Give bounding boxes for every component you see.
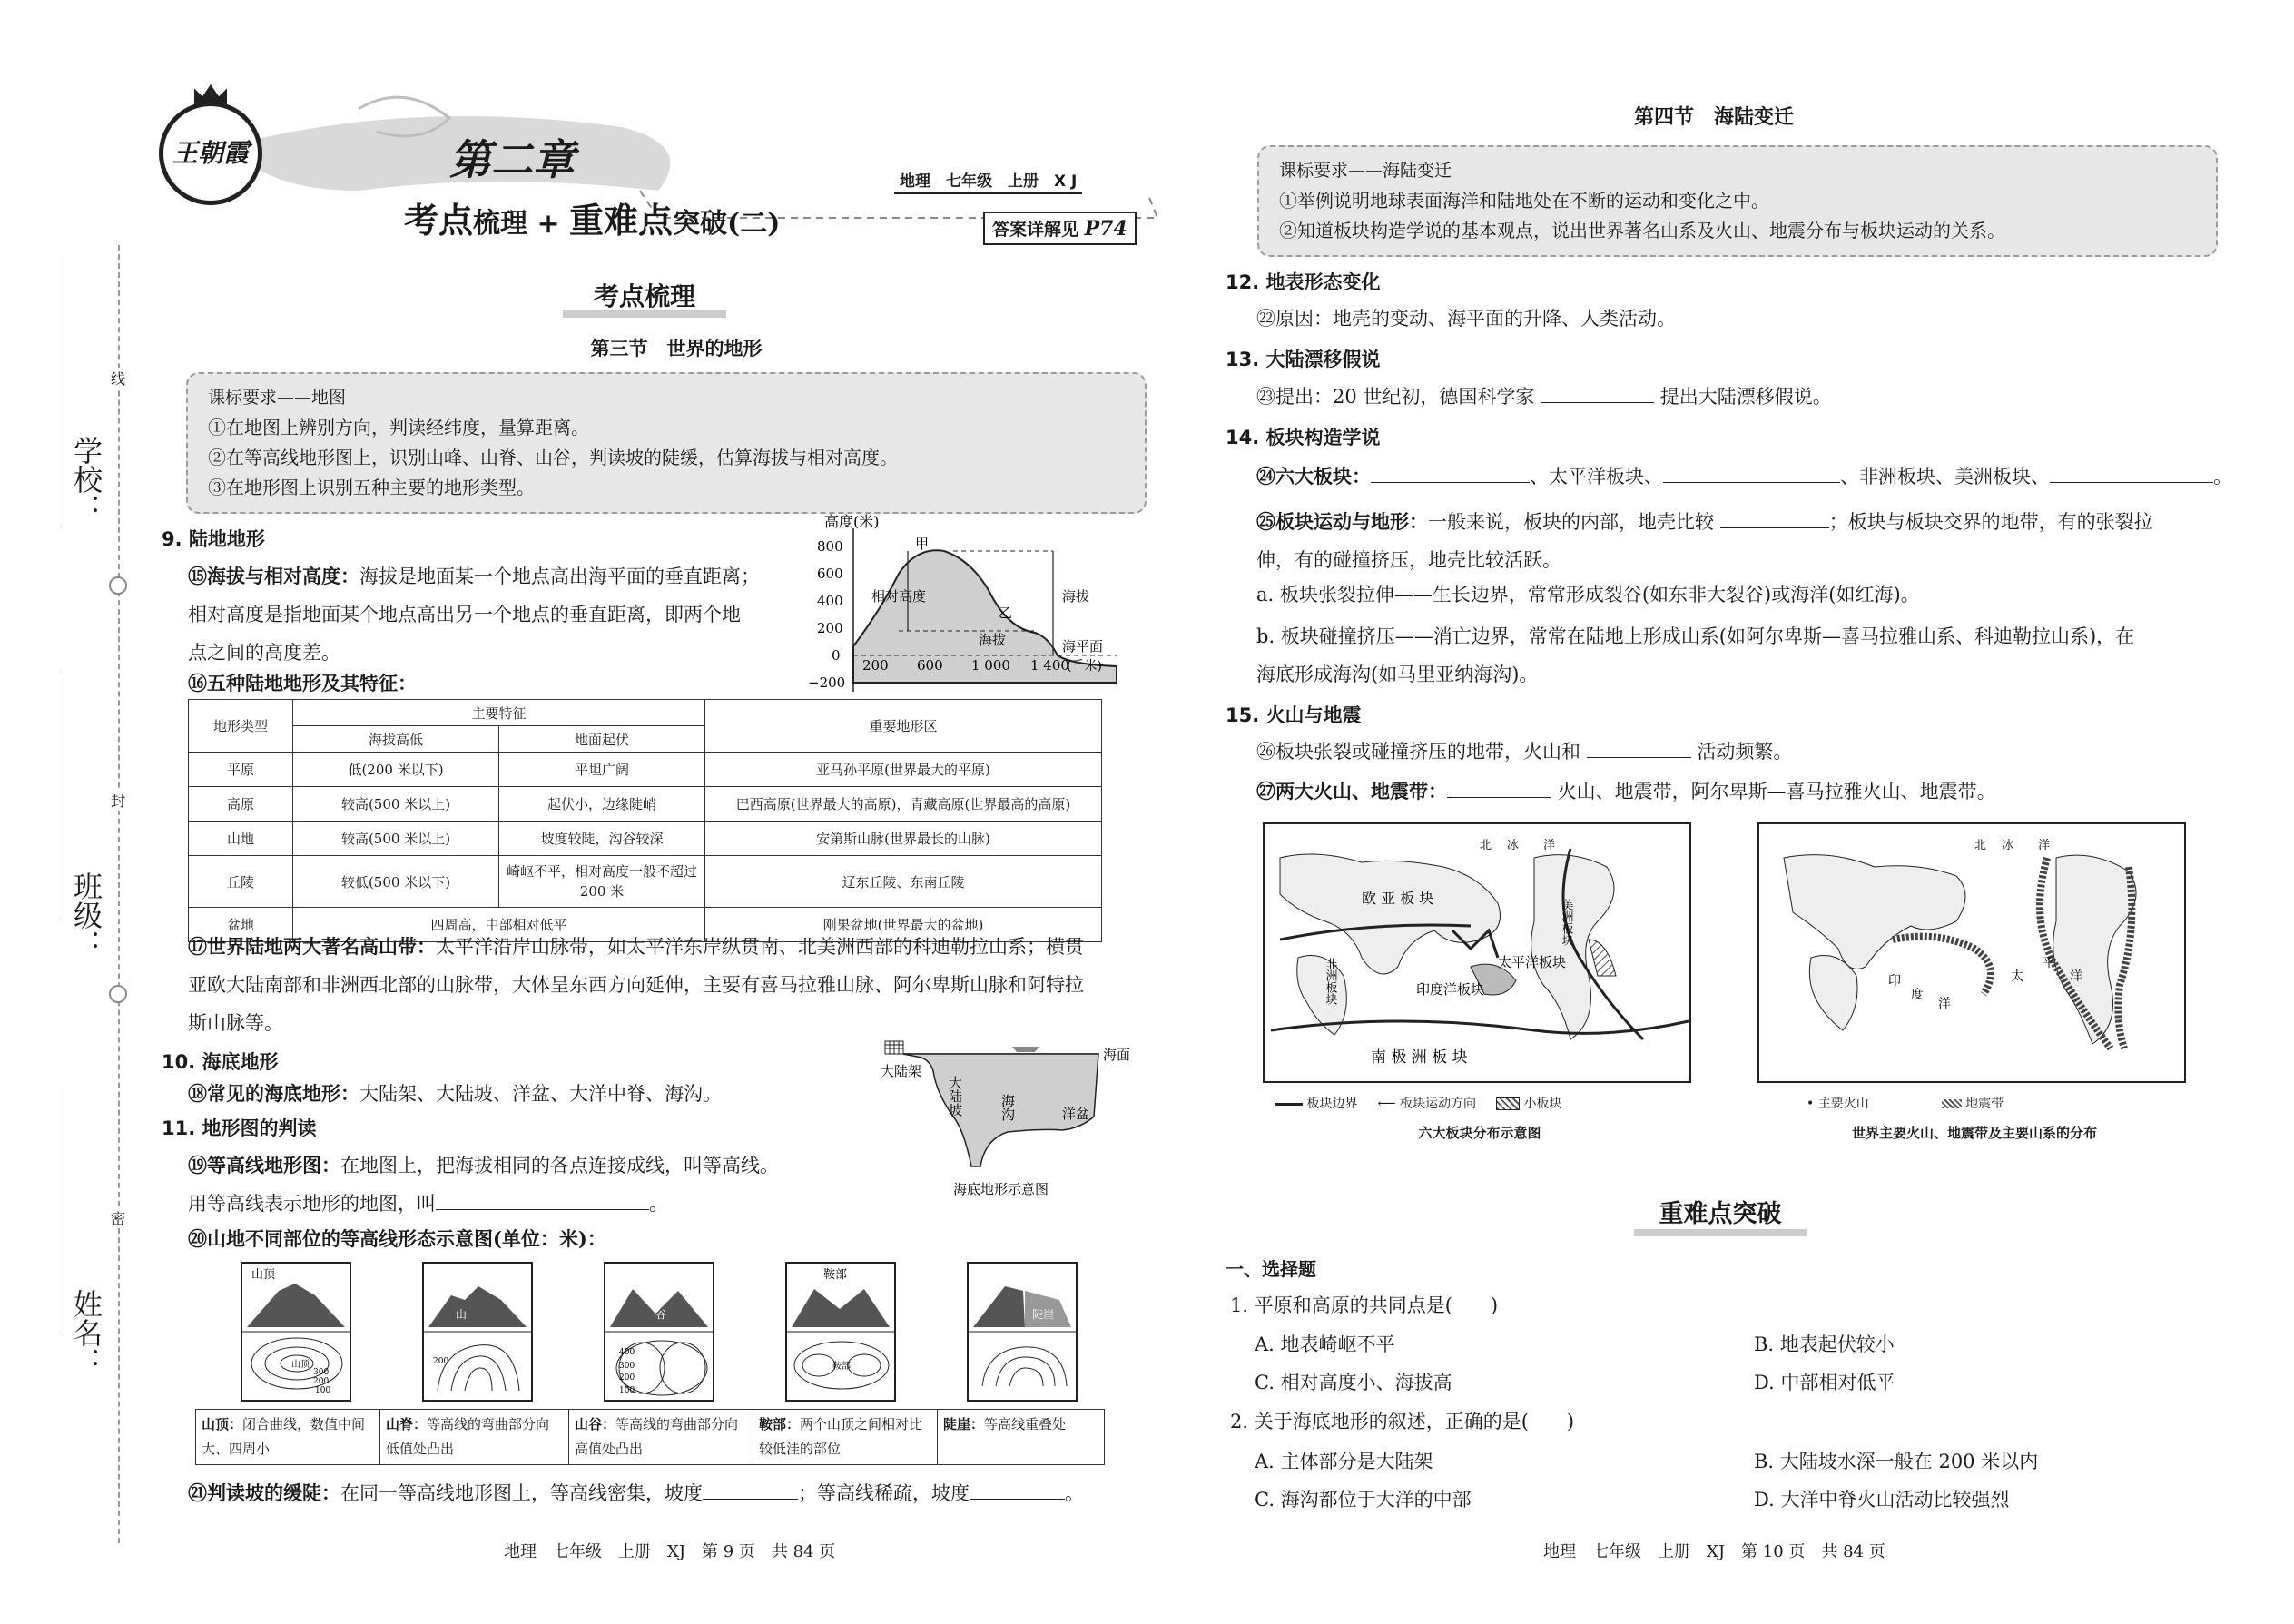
svg-text:谷: 谷 <box>655 1308 667 1321</box>
table-row: 平原 低(200 米以下) 平坦广阔 亚马孙平原(世界最大的平原) <box>189 753 1102 787</box>
paragraph-24: ㉔六大板块： 、太平洋板块、 、非洲板块、美洲板块、 。 <box>1256 465 2232 487</box>
p17-line: 亚欧大陆南部和非洲西北部的山脉带，大体呈东西方向延伸，主要有喜马拉雅山脉、阿尔卑斯山脉和阿特拉 <box>188 974 1084 996</box>
section-title-breakthrough: 重难点突破 <box>1634 1200 1807 1236</box>
answer-blank[interactable] <box>1541 386 1654 403</box>
plates-legend: 板块边界 ⟵ 板块运动方向 小板块 <box>1275 1094 1693 1112</box>
subtitle-part-1: 考点 <box>404 200 474 241</box>
margin-ring <box>109 985 127 1003</box>
q1-option-d[interactable]: D. 中部相对低平 <box>1754 1372 1895 1393</box>
paragraph-a: a. 板块张裂拉伸——生长边界，常常形成裂谷(如东非大裂谷)或海洋(如红海)。 <box>1256 584 1920 605</box>
elev-label-alt: 海拔 <box>1062 588 1090 605</box>
arrow-left-icon: ⟵ <box>1377 1097 1396 1111</box>
answer-blank[interactable] <box>1720 511 1829 528</box>
table-row: 高原 较高(500 米以上) 起伏小，边缘陡峭 巴西高原(世界最大的高原)，青藏高原(世界最高的高原) <box>189 787 1102 822</box>
seal-mark-2: 封 <box>107 790 129 811</box>
mc-heading: 一、选择题 <box>1226 1258 1316 1280</box>
seabed-sea: 海面 <box>1103 1047 1131 1063</box>
req-item: ③在地形图上识别五种主要的地形类型。 <box>208 477 535 498</box>
req-item: ①在地图上辨别方向，判读经纬度，量算距离。 <box>208 417 589 438</box>
table-row: 丘陵 较低(500 米以下) 崎岖不平，相对高度一般不超过 200 米 辽东丘陵、东南丘陵 <box>189 856 1102 908</box>
svg-text:南 极 洲 板 块: 南 极 洲 板 块 <box>1371 1048 1468 1067</box>
subsection-title-3: 第三节 世界的地形 <box>590 338 763 359</box>
p15-line: 海拔是地面某一个地点高出海平面的垂直距离； <box>359 566 760 587</box>
contour-cliff <box>967 1262 1078 1402</box>
p18-label: ⑱常见的海底地形： <box>188 1082 359 1105</box>
p18-text: 大陆架、大陆坡、洋盆、大洋中脊、海沟。 <box>359 1083 722 1105</box>
svg-text:洋: 洋 <box>2038 839 2051 852</box>
svg-text:洋: 洋 <box>2070 969 2082 984</box>
elev-xtick: 600 <box>917 657 943 674</box>
elev-ytick: 400 <box>817 593 843 609</box>
p17-line: 太平洋沿岸山脉带，如太平洋东岸纵贯南、北美洲西部的科迪勒拉山系；横贯 <box>436 936 1084 958</box>
svg-text:300: 300 <box>313 1368 330 1377</box>
paragraph-26: ㉖板块张裂或碰撞挤压的地带，火山和 活动频繁。 <box>1256 741 1793 763</box>
paragraph-23: ㉓提出：20 世纪初，德国科学家 提出大陆漂移假说。 <box>1256 386 1832 408</box>
subtitle-part-2: 梳理 + <box>473 208 570 240</box>
p17-label: ⑰世界陆地两大著名高山带： <box>188 935 436 958</box>
margin-ring <box>109 576 127 595</box>
elev-ytick: −200 <box>808 674 846 691</box>
page-footer-left: 地理 七年级 上册 XJ 第 9 页 共 84 页 <box>504 1542 836 1561</box>
elev-label-alt: 海拔 <box>979 632 1007 648</box>
section-title-kaodian: 考点梳理 <box>563 283 726 318</box>
p20-label: ⑳山地不同部位的等高线形态示意图(单位：米)： <box>188 1227 606 1250</box>
name-label: 姓名： <box>69 1289 103 1376</box>
heading-12: 12. 地表形态变化 <box>1226 271 1381 293</box>
svg-text:冰: 冰 <box>2002 839 2014 852</box>
answer-blank[interactable] <box>1447 781 1551 798</box>
paragraph-18 <box>188 1080 722 1107</box>
p19-line1: 在地图上，把海拔相同的各点连接成线，叫等高线。 <box>340 1155 779 1176</box>
seabed-slope: 大陆坡 <box>947 1076 963 1117</box>
svg-text:美洲板块: 美洲板块 <box>1559 899 1573 946</box>
req-item: ②知道板块构造学说的基本观点，说出世界著名山系及火山、地震分布与板块运动的关系。 <box>1279 220 2005 241</box>
answer-blank[interactable] <box>1663 466 1840 483</box>
svg-text:印度洋板块: 印度洋板块 <box>1416 981 1485 998</box>
seal-mark-1: 线 <box>107 368 129 389</box>
answer-blank[interactable] <box>1587 741 1691 758</box>
volcano-dot-icon: • <box>1807 1097 1815 1111</box>
paragraph-19 <box>188 1147 779 1223</box>
paragraph-b: b. 板块碰撞挤压——消亡边界，常常在陆地上形成山系(如阿尔卑斯—喜马拉雅山系、科迪勒拉山系)，在 海底形成海沟(如马里亚纳海沟)。 <box>1256 625 2135 685</box>
answer-ref-label: 答案详解见 <box>992 220 1079 240</box>
plates-map <box>1262 822 1698 1085</box>
svg-text:太: 太 <box>2011 969 2023 984</box>
contour-summit <box>241 1262 351 1402</box>
elev-label-rel: 相对高度 <box>871 588 927 605</box>
svg-text:北: 北 <box>1480 839 1492 852</box>
svg-text:非洲板块: 非洲板块 <box>1323 958 1337 1005</box>
q2-option-a[interactable]: A. 主体部分是大陆架 <box>1255 1451 1433 1472</box>
p16-label: ⑯五种陆地地形及其特征： <box>188 672 417 694</box>
svg-text:陡崖: 陡崖 <box>1032 1308 1055 1321</box>
svg-text:平: 平 <box>2043 956 2055 970</box>
school-label: 学校： <box>69 436 103 523</box>
elev-ylabel: 高度(米) <box>824 513 880 530</box>
class-label: 班级： <box>69 871 103 959</box>
svg-text:太平洋板块: 太平洋板块 <box>1498 954 1567 970</box>
contour-diagrams <box>241 1262 1112 1407</box>
paragraph-25: ㉕板块运动与地形：一般来说，板块的内部，地壳比较 ；板块与板块交界的地带，有的张裂拉 伸，有的碰撞挤压，地壳比较活跃。 <box>1256 510 2153 571</box>
seabed-basin: 洋盆 <box>1062 1106 1090 1122</box>
svg-text:洋: 洋 <box>1938 997 1951 1011</box>
svg-text:印: 印 <box>1888 974 1901 989</box>
q1-option-c[interactable]: C. 相对高度小、海拔高 <box>1255 1372 1452 1393</box>
contour-ridge <box>422 1262 533 1402</box>
q1-option-a[interactable]: A. 地表崎岖不平 <box>1255 1334 1395 1355</box>
publisher-logo <box>159 102 262 205</box>
elev-xtick: 1 400 <box>1030 657 1069 674</box>
elev-ytick: 200 <box>817 620 843 636</box>
chapter-title: 第二章 <box>449 135 575 184</box>
p19-line2b: 。 <box>649 1193 668 1215</box>
seabed-diagram <box>881 1030 1153 1198</box>
svg-text:200: 200 <box>619 1373 635 1383</box>
contour-valley <box>604 1262 714 1402</box>
svg-text:鞍部: 鞍部 <box>832 1362 851 1372</box>
th-relief: 地面起伏 <box>499 726 705 753</box>
subtitle-part-4: 突破(二) <box>673 208 781 240</box>
paragraph-21: ㉑判读坡的缓陡：在同一等高线地形图上，等高线密集，坡度 ；等高线稀疏，坡度 。 <box>188 1481 1084 1504</box>
th-region: 重要地形区 <box>705 700 1102 753</box>
heading-11: 11. 地形图的判读 <box>162 1117 317 1139</box>
q2-option-d[interactable]: D. 大洋中脊火山活动比较强烈 <box>1754 1489 2010 1511</box>
subtitle-part-3: 重难点 <box>569 200 674 241</box>
answer-ref-page: P74 <box>1084 217 1127 241</box>
svg-text:200: 200 <box>433 1357 449 1366</box>
svg-text:洋: 洋 <box>1543 839 1556 852</box>
seabed-shelf: 大陆架 <box>881 1063 922 1079</box>
svg-text:山: 山 <box>456 1308 468 1321</box>
plates-caption: 六大板块分布示意图 <box>1418 1125 1541 1141</box>
th-main: 主要特征 <box>293 700 705 726</box>
req-title: 课标要求——地图 <box>208 388 347 408</box>
svg-text:冰: 冰 <box>1507 839 1520 852</box>
svg-text:300: 300 <box>619 1362 635 1371</box>
table-row: 盆地 四周高，中部相对低平 刚果盆地(世界最大的盆地) <box>189 908 1102 942</box>
heading-9: 9. 陆地地形 <box>162 528 265 550</box>
elev-label-jia: 甲 <box>915 536 930 552</box>
elev-xtick: 1 000 <box>971 657 1010 674</box>
seal-mark-3: 密 <box>107 1207 129 1228</box>
svg-text:度: 度 <box>1911 988 1924 1002</box>
curriculum-requirement-box-sea <box>1257 145 2218 257</box>
p17-line: 斯山脉等。 <box>188 1012 283 1034</box>
p15-line: 相对高度是指地面某个地点高出另一个地点的垂直距离，即两个地 <box>188 604 741 625</box>
answer-blank[interactable] <box>2050 466 2213 483</box>
heading-14: 14. 板块构造学说 <box>1226 427 1381 448</box>
q1-option-b[interactable]: B. 地表起伏较小 <box>1754 1334 1895 1355</box>
svg-text:欧 亚 板 块: 欧 亚 板 块 <box>1362 890 1434 907</box>
svg-text:山顶: 山顶 <box>291 1360 310 1370</box>
question-1: 1. 平原和高原的共同点是( ) <box>1230 1294 1499 1316</box>
p15-label: ⑮海拔与相对高度： <box>188 565 359 587</box>
q2-option-c[interactable]: C. 海沟都位于大洋的中部 <box>1255 1489 1472 1511</box>
binding-margin <box>64 245 145 1543</box>
svg-text:400: 400 <box>619 1348 635 1357</box>
svg-text:北: 北 <box>1974 839 1987 852</box>
req-item: ②在等高线地形图上，识别山峰、山脊、山谷，判读坡的陡缓，估算海拔与相对高度。 <box>208 447 898 468</box>
elev-xunit: (千米) <box>1067 659 1102 674</box>
answer-blank[interactable] <box>703 1482 798 1500</box>
svg-text:山顶: 山顶 <box>251 1268 276 1282</box>
elev-ytick: 600 <box>817 566 843 582</box>
svg-text:100: 100 <box>315 1386 331 1395</box>
paragraph-22: ㉒原因：地壳的变动、海平面的升降、人类活动。 <box>1256 308 1676 330</box>
dashed-cut-line <box>118 245 120 1543</box>
req-item: ①举例说明地球表面海洋和陆地处在不断的运动和变化之中。 <box>1279 190 1769 212</box>
heading-13: 13. 大陆漂移假说 <box>1226 349 1381 370</box>
curriculum-requirement-box-map <box>186 372 1147 514</box>
svg-text:100: 100 <box>619 1386 635 1395</box>
elevation-diagram <box>808 510 1126 701</box>
p19-label: ⑲等高线地形图： <box>188 1154 340 1176</box>
page-footer-right: 地理 七年级 上册 XJ 第 10 页 共 84 页 <box>1543 1542 1885 1561</box>
paragraph-15 <box>188 557 805 672</box>
contour-saddle <box>785 1262 896 1402</box>
contour-definitions: 山顶：闭合曲线，数值中间大、四周小 山脊：等高线的弯曲部分向低值处凸出 山谷：等高线的弯曲部分向高值处凸出 鞍部：两个山顶之间相对比较低洼的部位 陡崖：等高线重叠处 <box>195 1409 1105 1465</box>
answer-blank[interactable] <box>970 1482 1065 1500</box>
elev-label-yi: 乙 <box>999 605 1013 621</box>
chapter-banner <box>150 91 1157 254</box>
paragraph-27: ㉗两大火山、地震带： 火山、地震带，阿尔卑斯—喜马拉雅火山、地震带。 <box>1256 780 1996 802</box>
crown-icon <box>194 84 227 104</box>
answer-blank[interactable] <box>1371 466 1530 483</box>
logo-text: 王朝霞 <box>172 138 249 168</box>
book-info-tab: 地理 七年级 上册 X J <box>894 168 1082 194</box>
question-2: 2. 关于海底地形的叙述，正确的是( ) <box>1230 1411 1575 1432</box>
page-subtitle <box>404 192 780 242</box>
seabed-trench: 海沟 <box>999 1094 1016 1121</box>
th-type: 地形类型 <box>189 700 293 753</box>
svg-text:鞍部: 鞍部 <box>823 1268 848 1282</box>
svg-text:200: 200 <box>313 1377 330 1386</box>
paragraph-17 <box>188 928 1114 1042</box>
elev-ytick: 0 <box>832 647 841 664</box>
heading-10: 10. 海底地形 <box>162 1051 279 1073</box>
seabed-caption: 海底地形示意图 <box>953 1181 1049 1197</box>
elev-label-sea: 海平面 <box>1062 638 1104 655</box>
p15-line: 点之间的高度差。 <box>188 642 340 664</box>
p21-label: ㉑判读坡的缓陡： <box>188 1481 340 1504</box>
table-row: 山地 较高(500 米以上) 坡度较陡，沟谷较深 安第斯山脉(世界最长的山脉) <box>189 822 1102 856</box>
volcano-map <box>1757 822 2192 1085</box>
elev-ytick: 800 <box>817 538 843 555</box>
q2-option-b[interactable]: B. 大陆坡水深一般在 200 米以内 <box>1754 1451 2039 1472</box>
req-title: 课标要求——海陆变迁 <box>1279 161 1452 181</box>
answer-blank[interactable] <box>436 1193 649 1210</box>
elev-xtick: 200 <box>862 657 889 674</box>
subsection-title-4: 第四节 海陆变迁 <box>1634 106 1795 129</box>
answer-reference <box>983 212 1137 245</box>
th-alt: 海拔高低 <box>293 726 499 753</box>
heading-15: 15. 火山与地震 <box>1226 704 1362 726</box>
landform-table <box>188 699 1102 942</box>
p19-line2a: 用等高线表示地形的地图，叫 <box>188 1193 436 1215</box>
volcano-caption: 世界主要火山、地震带及主要山系的分布 <box>1851 1125 2097 1141</box>
volcano-legend: • 主要火山 地震带 <box>1807 1097 2004 1111</box>
